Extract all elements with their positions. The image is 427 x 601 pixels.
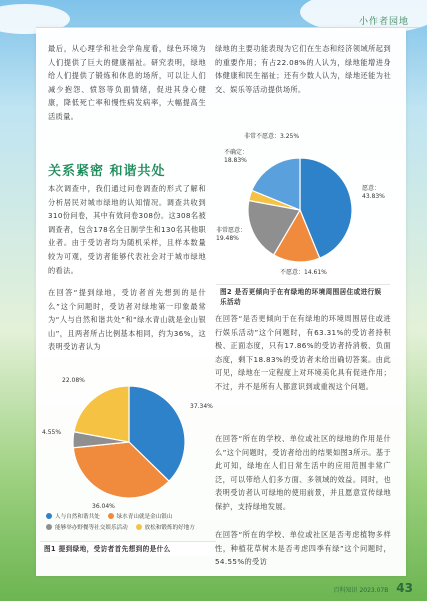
slice-label: 4.55% (42, 429, 62, 436)
section-tag: 小作者园地 (358, 17, 409, 27)
fig2-caption-box (216, 284, 390, 307)
slice-label: 36.04% (92, 503, 115, 510)
legend-swatch (136, 524, 142, 530)
right-paragraph-2 (215, 312, 391, 394)
slice-label: 18.83% (224, 157, 247, 164)
section-heading: 关系紧密 和谐共处 (48, 164, 166, 179)
body-text: 在回答“提到绿地，受访者首先想到的是什么”这个问题时，受访者对绿地第一印象最常为“人与自然和谐共处”和“绿水青山就是金山银山”，且两者所占比例基本相同，约为36%，这表明受访者认为 (48, 288, 206, 352)
left-paragraph-3 (48, 286, 206, 354)
fig1-caption-box (40, 541, 216, 556)
body-text: 绿地的主要功能表现为它们在生态和经济领域所起到的重要作用；有占22.08%的人认为，绿地能增进身体健康和民生福祉；还有少数人认为，绿地还能为社交、娱乐等活动提供场所。 (215, 44, 391, 94)
slice-label: 19.48% (216, 235, 239, 242)
body-text: 在回答“是否更倾向于在有绿地的环境周围居住或进行娱乐活动”这个问题时，有63.31%的受访者持积极、正面态度，只有17.86%的受访者持消极、负面态度，剩下18.83%的受访者未给出确切答案。由此可见，绿地在一定程度上对环境美化具有促进作用；不过，并不是所有人都意识到或重视这个问题。 (215, 314, 391, 391)
legend-label: 绿水青山就是金山银山 (116, 514, 173, 520)
slice-label: 非常愿意： (216, 227, 247, 234)
right-paragraph-4 (215, 528, 391, 569)
page-number: 43 (396, 581, 413, 595)
fig1-caption: 图1 提到绿地，受访者首先想到的是什么 (44, 545, 171, 553)
legend-swatch (108, 513, 114, 519)
body-text: 在回答“所在的学校、单位或社区是否考虑植物多样性，种植花草树木是否考虑四季有绿”这个问题时，54.55%的受访 (215, 530, 391, 567)
section-divider (36, 27, 419, 28)
fig2-caption: 图2 是否更倾向于在有绿地的环境周围居住或进行娱乐活动 (220, 288, 382, 306)
pie-slice (74, 386, 129, 442)
pie-chart-fig1 (40, 372, 218, 512)
pie-chart-fig2 (214, 128, 392, 284)
page-footer (334, 581, 413, 595)
legend-item (136, 523, 195, 531)
right-paragraph-3 (215, 432, 391, 514)
fig1-legend (46, 512, 214, 534)
body-text: 本次调查中，我们通过问卷调查的形式了解和分析居民对城市绿地的认知情况。调查共收到310份问卷，其中有效问卷308份。这308名被调查者，包含178名全日制学生和130名其他职业者。由于受访者均为随机采样，且样本数量较为可观，受访者能够代表社会对于城市绿地的看法。 (48, 184, 206, 275)
slice-label: 不确定： (224, 149, 249, 156)
legend-label: 放松和锻炼的好地方 (144, 525, 195, 531)
magazine-issue: 百科知识 2023.07B (333, 587, 389, 594)
right-paragraph-1 (215, 42, 391, 96)
legend-swatch (46, 524, 52, 530)
left-paragraph-1 (48, 42, 206, 124)
legend-label: 能够举办野餐等社交娱乐活动 (55, 525, 128, 531)
body-text: 在回答“所在的学校、单位或社区的绿地的作用是什么”这个问题时，受访者给出的结果如图3所示。基于此可知，绿地在人们日常生活中的应用范围非常广泛，可以带给人们多方面、多领域的效益。同时，也表明受访者认可绿地的使用前景，并且愿意宣传绿地保护，支持绿地发展。 (215, 434, 391, 511)
body-text: 最后，从心理学和社会学角度看，绿色环境为人们提供了巨大的健康福祉。研究表明，绿地给人们提供了锻炼和休息的场所，可以让人们减少抱怨、愤怒等负面情绪，促进其身心健康，降低死亡率和慢性病发病率，大幅提高生活质量。 (48, 44, 206, 121)
legend-item (108, 512, 173, 520)
slice-label: 不愿意：14.61% (280, 269, 327, 276)
legend-item (46, 523, 128, 531)
slice-label: 37.34% (190, 403, 213, 410)
left-paragraph-2 (48, 182, 206, 277)
slice-label: 43.83% (362, 193, 385, 200)
legend-swatch (46, 513, 52, 519)
legend-item (46, 512, 100, 520)
slice-label: 非常不愿意：3.25% (244, 133, 300, 140)
slice-label: 22.08% (62, 377, 85, 384)
slice-label: 愿意： (362, 185, 381, 192)
legend-label: 人与自然和谐共处 (55, 514, 100, 520)
